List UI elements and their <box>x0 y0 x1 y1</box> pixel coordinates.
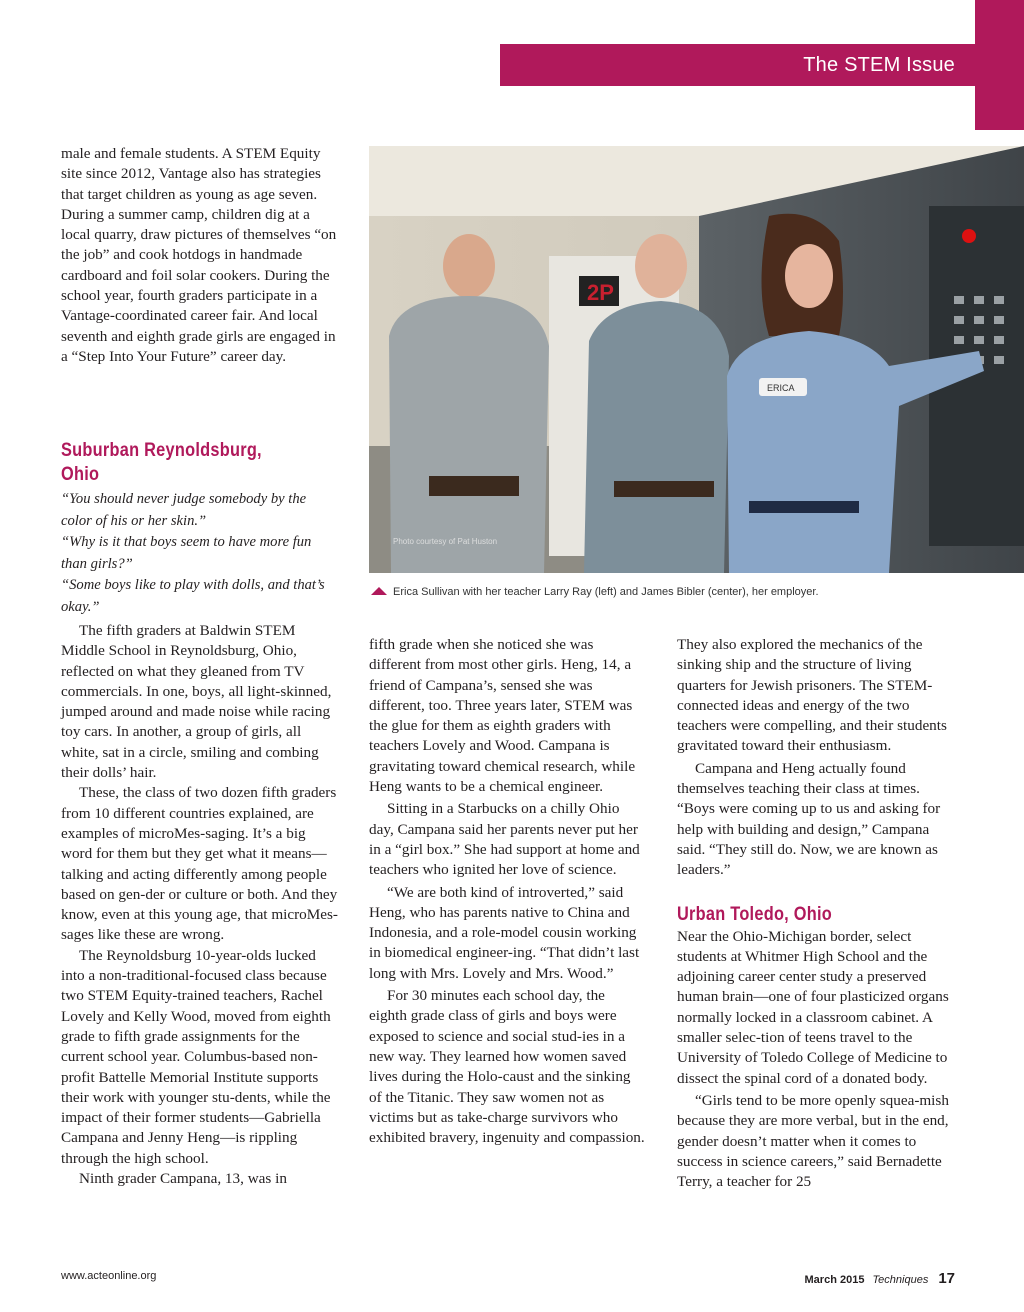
paragraph: For 30 minutes each school day, the eighth grade class of girls and boys were exposed to science and social stud-ies in a new way. They learned how women saved lives during the Holo-caust and the sinking of the Titanic. They saw women not as victims but as take-charge survivors who exhibited bravery, ingenuity and compassion. <box>369 987 645 1147</box>
paragraph: “Girls tend to be more openly squea-mish because they are more verbal, but in the end, gender doesn’t matter when it comes to success in science careers,” said Bernadette Terry, a teacher for 25 <box>677 1091 949 1191</box>
name-tag: ERICA <box>767 383 795 393</box>
triangle-icon <box>371 587 387 595</box>
section-heading-toledo: Urban Toledo, Ohio <box>677 903 833 925</box>
photo-caption <box>371 586 819 598</box>
article-photo <box>369 146 1024 573</box>
paragraph: The fifth graders at Baldwin STEM Middle School in Reynoldsburg, Ohio, reflected on what they gleaned from TV commercials. In one, boys, all light-skinned, jumped around and made noise while racing toy cars. In another, a group of girls, all white, sat in a circle, smiling and combing their dolls’ hair. <box>61 622 332 782</box>
paragraph: These, the class of two dozen fifth graders from 10 different countries explained, are examples of microMes-saging. It’s a big word for them but they get what it means—talking and acting differently among people based on gen-der or culture or both. And they know, even at this young age, that microMes-sages like these are wrong. <box>61 784 338 944</box>
page-number: 17 <box>938 1270 955 1287</box>
column-2 <box>369 635 645 1148</box>
section-heading-reynoldsburg: Suburban Reynoldsburg, Ohio <box>61 440 262 485</box>
paragraph: The Reynoldsburg 10-year-olds lucked into a non-traditional-focused class because two STEM Equity-trained teachers, Rachel Lovely and Kelly Wood, moved from eighth grade to fifth grade assignments for the current school year. Columbus-based non-profit Battelle Memorial Institute supports their work with younger stu-dents, while the impact of their former students—Gabriella Campana and Jenny Heng—is rippling through the high school. <box>61 946 331 1167</box>
paragraph: Ninth grader Campana, 13, was in <box>79 1170 287 1188</box>
footer-url: www.acteonline.org <box>61 1270 157 1282</box>
paragraph: Campana and Heng actually found themselves teaching their class at times. “Boys were coming up to us and asking for help with building and design,” Campana said. “They still do. Now, we are known as leaders.” <box>677 759 941 879</box>
paragraph: Near the Ohio-Michigan border, select students at Whitmer High School and the adjoining career center study a preserved human brain—one of four plasticized organs normally locked in a classroom cabinet. A smaller selec-tion of teens travel to the University of Toledo College of Medicine to dissect the spinal cord of a donated body. <box>677 927 949 1087</box>
footer-date: March 2015 <box>804 1274 865 1286</box>
student-quote: “Some boys like to play with dolls, and that’s okay.” <box>61 577 325 615</box>
machine-label: 2P <box>587 280 614 305</box>
caption-text: Erica Sullivan with her teacher Larry Ray (left) and James Bibler (center), her employer. <box>393 586 819 598</box>
paragraph: fifth grade when she noticed she was different from most other girls. Heng, 14, a friend of Campana’s, sensed she was different, too. Three years later, STEM was the glue for them as eighth graders with teachers Lovely and Wood. Campana is gravitating toward chemical research, while Heng wants to be a chemical engineer. <box>369 636 636 796</box>
paragraph: Sitting in a Starbucks on a chilly Ohio day, Campana said her parents never put her in a “girl box.” She had support at home and teachers who ignited her love of science. <box>369 800 640 879</box>
photo-illustration <box>369 146 1024 573</box>
issue-title: The STEM Issue <box>803 54 955 76</box>
footer-right <box>805 1270 955 1287</box>
paragraph: male and female students. A STEM Equity site since 2012, Vantage also has strategies that target children as young as age seven. During a summer camp, children dig at a local quarry, draw pictures of themselves “on the job” and cook hotdogs in handmade cardboard and foil solar cookers. During the school year, fourth graders participate in a Vantage-coordinated career fair. And local seventh and eighth grade girls are engaged in a “Step Into Your Future” career day. <box>61 145 337 365</box>
student-quote: “Why is it that boys seem to have more fun than girls?” <box>61 534 312 572</box>
column-3 <box>677 635 957 1192</box>
student-quote: “You should never judge somebody by the color of his or her skin.” <box>61 491 307 529</box>
accent-side-bar <box>975 0 1024 130</box>
column-1-intro <box>61 144 339 367</box>
paragraph: They also explored the mechanics of the sinking ship and the structure of living quarters for Jewish prisoners. The STEM-connected ideas and energy of the two teachers were compelling, and their students gravitated toward their enthusiasm. <box>677 636 947 755</box>
footer-magazine: Techniques <box>872 1274 929 1286</box>
photo-credit: Photo courtesy of Pat Huston <box>393 537 498 546</box>
paragraph: “We are both kind of introverted,” said Heng, who has parents native to China and Indonesia, and a role-model cousin working in biomedical engineer-ing. “That didn’t last long with Mrs. Lovely and Mrs. Wood.” <box>369 883 640 982</box>
column-1-section <box>61 439 339 1189</box>
issue-banner <box>500 44 975 86</box>
